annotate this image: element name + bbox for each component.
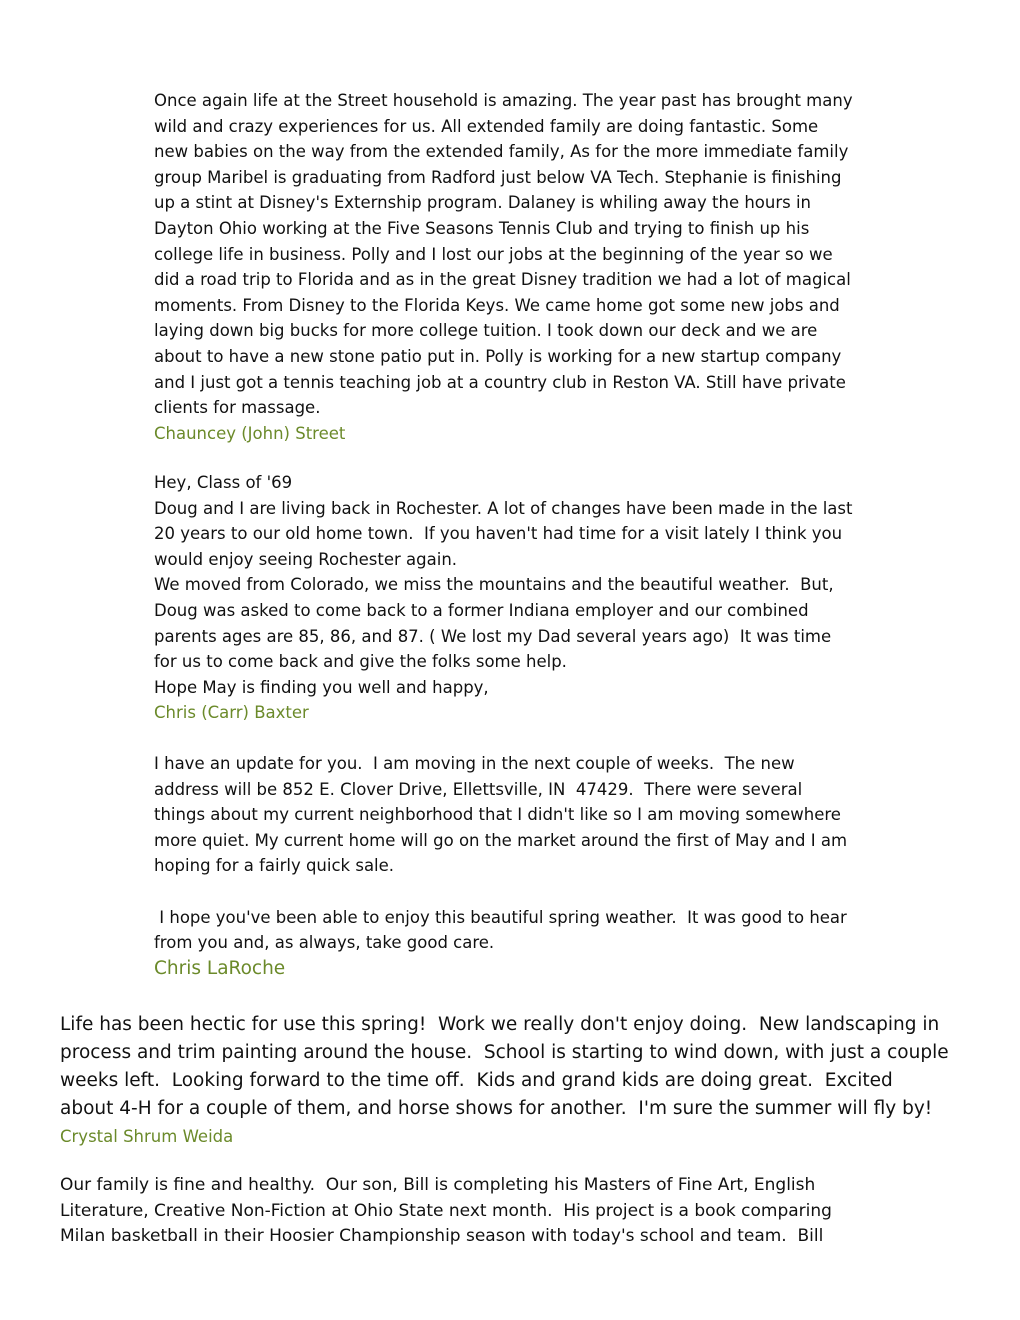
entry-line: would enjoy seeing Rochester again. (154, 549, 458, 569)
entry-line: Hey, Class of '69 (154, 473, 293, 492)
entry-line: more quiet. My current home will go on the market around the first of May and I am (154, 830, 848, 850)
entry-line: Doug and I are living back in Rochester. A lot of changes have been made in the last (154, 498, 853, 518)
entry-line: and I just got a tennis teaching job at a country club in Reston VA. Still have private (154, 372, 846, 392)
entry-line: Hope May is finding you well and happy, (154, 677, 489, 697)
entry-line: moments. From Disney to the Florida Keys. We came home got some new jobs and (154, 295, 840, 315)
entry-line: address will be 852 E. Clover Drive, Ellettsville, IN 47429. There were several (154, 779, 803, 799)
entry-line: process and trim painting around the house. School is starting to wind down, with just a couple (60, 1042, 949, 1063)
signature: Crystal Shrum Weida (60, 1127, 234, 1146)
signature: Chris (Carr) Baxter (154, 703, 309, 723)
entry-line: 20 years to our old home town. If you haven't had time for a visit lately I think you (154, 524, 843, 544)
entry-line: new babies on the way from the extended family, As for the more immediate family (154, 142, 849, 162)
entry-line: Life has been hectic for use this spring! Work we really don't enjoy doing. New landscaping in (60, 1014, 940, 1035)
entry-line: wild and crazy experiences for us. All extended family are doing fantastic. Some (154, 116, 819, 136)
entry-laroche (154, 751, 904, 981)
entry-line: Once again life at the Street household is amazing. The year past has brought many (154, 91, 853, 110)
entry-street (154, 88, 904, 446)
entry-line: weeks left. Looking forward to the time off. Kids and grand kids are doing great. Excited (60, 1070, 893, 1091)
entry-line: about to have a new stone patio put in. Polly is working for a new startup company (154, 346, 842, 366)
entry-line: parents ages are 85, 86, and 87. ( We lost my Dad several years ago) It was time (154, 626, 832, 646)
signature: Chris LaRoche (154, 957, 286, 979)
entry-weida (60, 1011, 965, 1151)
entry-line: Milan basketball in their Hoosier Championship season with today's school and team. Bill (60, 1226, 824, 1246)
entry-line: Our family is fine and healthy. Our son, Bill is completing his Masters of Fine Art, English (60, 1175, 816, 1195)
entry-line: things about my current neighborhood that I didn't like so I am moving somewhere (154, 805, 841, 825)
entry-line: college life in business. Polly and I lost our jobs at the beginning of the year so we (154, 244, 833, 264)
entry-line: Literature, Creative Non-Fiction at Ohio State next month. His project is a book comparing (60, 1200, 832, 1221)
entry-line: We moved from Colorado, we miss the mountains and the beautiful weather. But, (154, 575, 834, 595)
entry-line: group Maribel is graduating from Radford just below VA Tech. Stephanie is finishing (154, 167, 842, 187)
entry-line: for us to come back and give the folks some help. (154, 652, 567, 672)
entry-line: I have an update for you. I am moving in the next couple of weeks. The new (154, 754, 795, 773)
entry-line: from you and, as always, take good care. (154, 933, 495, 953)
entry-line: hoping for a fairly quick sale. (154, 856, 395, 876)
entry-line (154, 879, 904, 905)
entry-line: clients for massage. (154, 398, 321, 418)
signature: Chauncey (John) Street (154, 423, 346, 443)
entry-line: up a stint at Disney's Externship program. Dalaney is whiling away the hours in (154, 193, 812, 213)
entry-line: did a road trip to Florida and as in the great Disney tradition we had a lot of magical (154, 270, 851, 290)
entry-line: I hope you've been able to enjoy this beautiful spring weather. It was good to hear (154, 907, 847, 927)
entry-baxter (154, 470, 904, 726)
entry-bill (60, 1173, 965, 1250)
entry-line: Doug was asked to come back to a former Indiana employer and our combined (154, 600, 809, 620)
entry-line: about 4-H for a couple of them, and horse shows for another. I'm sure the summer will fly by! (60, 1098, 933, 1119)
entry-line: Dayton Ohio working at the Five Seasons Tennis Club and trying to finish up his (154, 218, 810, 238)
entry-line: laying down big bucks for more college tuition. I took down our deck and we are (154, 321, 818, 341)
